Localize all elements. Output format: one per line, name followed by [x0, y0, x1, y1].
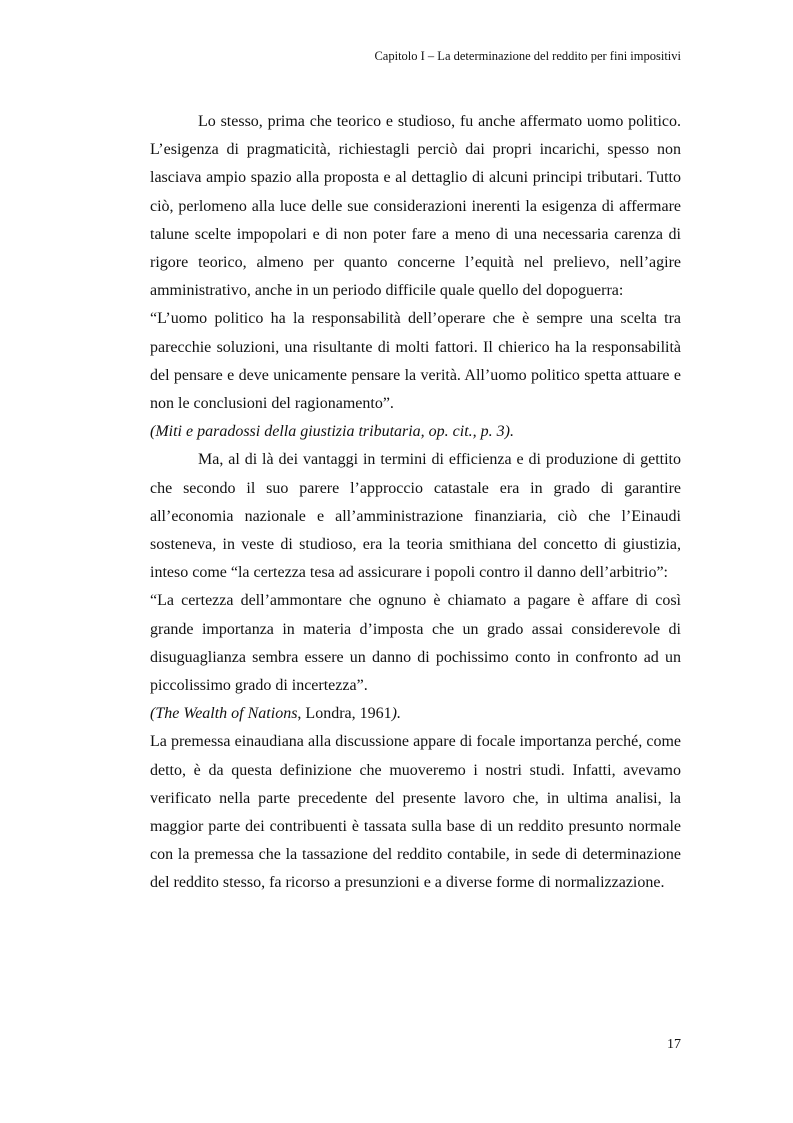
citation-2-title: (The Wealth of Nations: [150, 705, 298, 723]
citation-2-place-year: , Londra, 1961: [297, 705, 392, 723]
citation-2: [150, 700, 681, 728]
paragraph-2: Ma, al di là dei vantaggi in termini di efficienza e di produzione di gettito che secondo il suo parere l’approccio catastale era in grado di garantire all’economia nazionale e all’amministrazione finanziaria, ciò che l’Einaudi sosteneva, in veste di studioso, era la teoria smithiana del concetto di giustizia, inteso come “la certezza tesa ad assicurare i popoli contro il danno dell’arbitrio”:: [150, 451, 681, 582]
quote-2: “La certezza dell’ammontare che ognuno è chiamato a pagare è affare di così grande importanza in materia d’imposta che un grado assai considerevole di disuguaglianza sembra essere un danno di pochissimo conto in confronto ad un piccolissimo grado di incertezza”.: [150, 592, 681, 695]
running-header: Capitolo I – La determinazione del reddito per fini impositivi: [374, 49, 681, 63]
paragraph-3: La premessa einaudiana alla discussione appare di focale importanza perché, come detto, è da questa definizione che muoveremo i nostri studi. Infatti, avevamo verificato nella parte precedente del presente lavoro che, in ultima analisi, la maggior parte dei contribuenti è tassata sulla base di un reddito presunto normale con la premessa che la tassazione del reddito contabile, in sede di determinazione del reddito stesso, fa ricorso a presunzioni e a diverse forme di normalizzazione.: [150, 733, 681, 892]
citation-1: (Miti e paradossi della giustizia tributaria, op. cit., p. 3).: [150, 423, 514, 441]
citation-2-close: ).: [391, 705, 401, 723]
paragraph-1: Lo stesso, prima che teorico e studioso, fu anche affermato uomo politico. L’esigenza di pragmaticità, richiestagli perciò dai propri incarichi, spesso non lasciava ampio spazio alla proposta e al dettaglio di alcuni principi tributari. Tutto ciò, perlomeno alla luce delle sue considerazioni inerenti la esigenza di affermare talune scelte impopolari e di non poter fare a meno di una necessaria carenza di rigore teorico, almeno per quanto concerne l’equità nel prelievo, nell’agire amministrativo, anche in un periodo difficile quale quello del dopoguerra:: [150, 113, 681, 300]
page-number: 17: [667, 1037, 681, 1052]
quote-1: “L’uomo politico ha la responsabilità dell’operare che è sempre una scelta tra parecchie soluzioni, una risultante di molti fattori. Il chierico ha la responsabilità del pensare e deve unicamente pensare la verità. All’uomo politico spetta attuare e non le conclusioni del ragionamento”.: [150, 310, 681, 413]
chapter-body: [150, 108, 681, 898]
